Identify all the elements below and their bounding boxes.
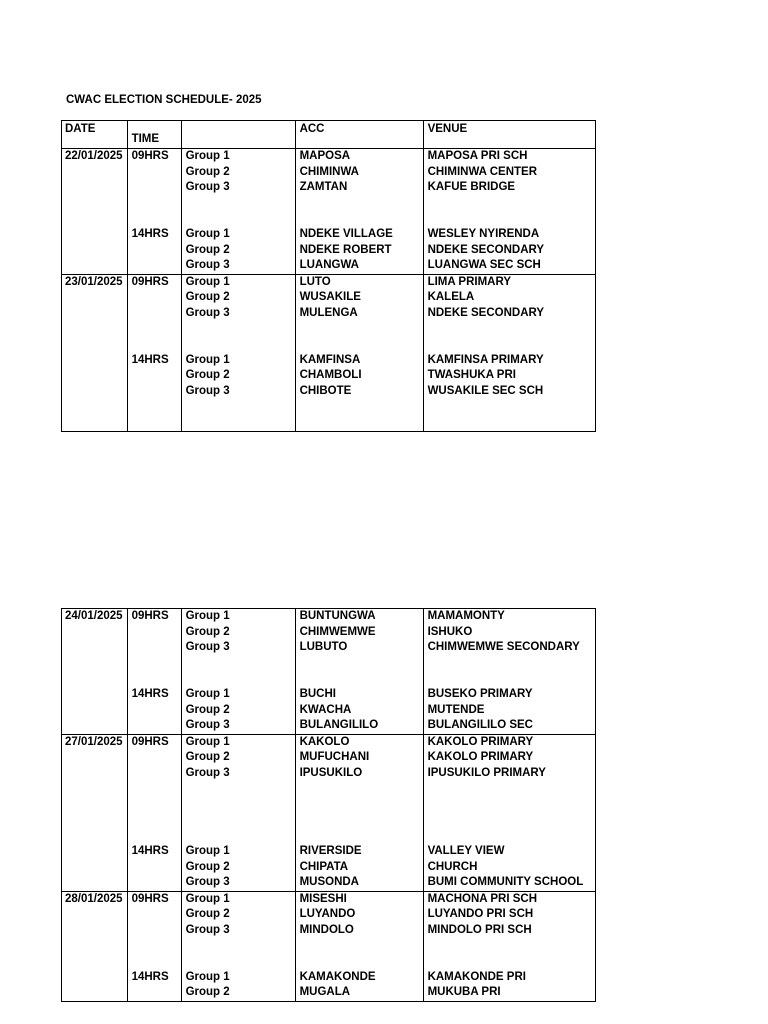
spacer	[132, 797, 177, 813]
venue-cell	[423, 609, 595, 735]
spacer	[428, 782, 591, 798]
venue-cell	[423, 149, 595, 275]
spacer	[186, 782, 291, 798]
spacer	[132, 875, 177, 891]
date-cell	[62, 734, 128, 891]
spacer	[428, 322, 591, 338]
spacer	[132, 813, 177, 829]
spacer	[300, 322, 419, 338]
spacer	[132, 656, 177, 672]
venue-name: MUKUBA PRI	[427, 986, 501, 999]
spacer	[300, 671, 419, 687]
acc-name: NDEKE VILLAGE	[299, 227, 393, 240]
acc-name: NDEKE ROBERT	[299, 243, 392, 256]
spacer	[300, 196, 419, 212]
session-time: 14HRS	[131, 227, 169, 240]
spacer	[132, 954, 177, 970]
group-cell	[181, 149, 295, 275]
spacer	[132, 196, 177, 212]
spacer	[65, 766, 123, 782]
spacer	[132, 923, 177, 939]
spacer	[428, 671, 591, 687]
venue-name: CHIMWEMWE SECONDARY	[427, 641, 580, 654]
spacer	[428, 415, 591, 431]
spacer	[300, 211, 419, 227]
venue-name: WESLEY NYIRENDA	[427, 227, 540, 240]
acc-cell	[295, 891, 423, 1001]
acc-name: BUNTUNGWA	[299, 610, 376, 622]
spacer	[132, 782, 177, 798]
session-time: 09HRS	[131, 610, 169, 622]
spacer	[132, 165, 177, 181]
venue-name: NDEKE SECONDARY	[427, 243, 545, 256]
spacer	[65, 306, 123, 322]
acc-name: MUFUCHANI	[299, 751, 370, 764]
spacer	[186, 938, 291, 954]
venue-name: KAFUE BRIDGE	[427, 181, 516, 194]
acc-name: KAMFINSA	[299, 353, 361, 366]
spacer	[186, 211, 291, 227]
spacer	[186, 671, 291, 687]
spacer	[132, 384, 177, 400]
day-row	[62, 891, 596, 1001]
group-label: Group 2	[185, 703, 230, 716]
time-cell	[127, 609, 181, 735]
venue-name: MACHONA PRI SCH	[427, 892, 538, 905]
venue-name: BUMI COMMUNITY SCHOOL	[427, 876, 584, 889]
venue-name: BUSEKO PRIMARY	[427, 687, 533, 700]
group-label: Group 2	[185, 860, 230, 873]
spacer	[132, 368, 177, 384]
document-title: CWAC ELECTION SCHEDULE- 2025	[66, 94, 262, 106]
venue-name: NDEKE SECONDARY	[427, 306, 545, 319]
spacer	[132, 322, 177, 338]
spacer	[186, 828, 291, 844]
acc-name: CHAMBOLI	[299, 369, 362, 382]
spacer	[132, 766, 177, 782]
group-cell	[181, 274, 295, 431]
date-cell	[62, 609, 128, 735]
acc-name: LUANGWA	[299, 259, 359, 272]
spacer	[132, 258, 177, 274]
spacer	[428, 211, 591, 227]
group-label: Group 3	[185, 641, 230, 654]
acc-name: MULENGA	[299, 306, 358, 319]
acc-name: CHIMWEMWE	[299, 625, 376, 638]
venue-name: KAKOLO PRIMARY	[427, 751, 534, 764]
session-time: 14HRS	[131, 353, 169, 366]
schedule-date: 24/01/2025	[65, 610, 123, 622]
acc-name: CHIBOTE	[299, 384, 352, 397]
day-row	[62, 149, 596, 275]
spacer	[65, 923, 123, 939]
spacer	[132, 718, 177, 734]
acc-name: BUCHI	[299, 687, 336, 700]
spacer	[65, 625, 123, 641]
acc-name: ZAMTAN	[299, 181, 348, 194]
group-label: Group 2	[185, 751, 230, 764]
group-label: Group 1	[185, 892, 230, 905]
spacer	[428, 813, 591, 829]
spacer	[65, 640, 123, 656]
spacer	[132, 290, 177, 306]
group-label: Group 3	[185, 876, 230, 889]
spacer	[65, 797, 123, 813]
spacer	[132, 337, 177, 353]
schedule-table-1	[61, 120, 596, 432]
date-cell	[62, 274, 128, 431]
spacer	[65, 750, 123, 766]
spacer	[428, 954, 591, 970]
group-label: Group 1	[185, 687, 230, 700]
spacer	[132, 907, 177, 923]
day-row	[62, 274, 596, 431]
spacer	[132, 211, 177, 227]
spacer	[428, 938, 591, 954]
acc-name: MAPOSA	[299, 150, 351, 162]
acc-name: BULANGILILO	[299, 719, 379, 732]
session-time: 09HRS	[131, 892, 169, 905]
group-label: Group 2	[185, 243, 230, 256]
header-time: TIME	[131, 133, 160, 145]
acc-name: IPUSUKILO	[299, 766, 363, 779]
session-time: 09HRS	[131, 735, 169, 748]
time-cell	[127, 149, 181, 275]
venue-cell	[423, 274, 595, 431]
spacer	[428, 797, 591, 813]
group-label: Group 1	[185, 275, 230, 288]
venue-name: KAMFINSA PRIMARY	[427, 353, 544, 366]
acc-name: RIVERSIDE	[299, 844, 362, 857]
venue-name: LUYANDO PRI SCH	[427, 908, 534, 921]
group-label: Group 2	[185, 369, 230, 382]
session-time: 14HRS	[131, 970, 169, 983]
spacer	[300, 337, 419, 353]
spacer	[186, 813, 291, 829]
acc-name: MINDOLO	[299, 923, 354, 936]
spacer	[132, 243, 177, 259]
acc-cell	[295, 149, 423, 275]
spacer	[186, 656, 291, 672]
header-date: DATE	[65, 123, 96, 135]
venue-name: TWASHUKA PRI	[427, 369, 516, 382]
venue-cell	[423, 891, 595, 1001]
venue-name: KAKOLO PRIMARY	[427, 735, 534, 748]
spacer	[300, 813, 419, 829]
group-label: Group 2	[185, 165, 230, 178]
venue-name: MAPOSA PRI SCH	[427, 150, 528, 162]
acc-name: MUGALA	[299, 986, 351, 999]
spacer	[300, 656, 419, 672]
group-label: Group 2	[185, 986, 230, 999]
spacer	[186, 196, 291, 212]
header-acc: ACC	[299, 123, 325, 135]
spacer	[65, 782, 123, 798]
date-cell	[62, 149, 128, 275]
acc-name: KWACHA	[299, 703, 352, 716]
acc-name: LUBUTO	[299, 641, 348, 654]
schedule-date: 22/01/2025	[65, 150, 123, 162]
spacer	[132, 180, 177, 196]
group-label: Group 1	[185, 227, 230, 240]
venue-name: MUTENDE	[427, 703, 485, 716]
venue-name: MINDOLO PRI SCH	[427, 923, 532, 936]
venue-name: KAMAKONDE PRI	[427, 970, 526, 983]
session-time: 14HRS	[131, 687, 169, 700]
date-cell	[62, 891, 128, 1001]
acc-name: KAKOLO	[299, 735, 350, 748]
spacer	[428, 656, 591, 672]
spacer	[65, 907, 123, 923]
venue-name: ISHUKO	[427, 625, 473, 638]
venue-name: IPUSUKILO PRIMARY	[427, 766, 546, 779]
group-label: Group 3	[185, 923, 230, 936]
spacer	[65, 165, 123, 181]
acc-name: LUYANDO	[299, 908, 356, 921]
spacer	[65, 180, 123, 196]
schedule-table-2	[61, 608, 596, 1002]
acc-cell	[295, 609, 423, 735]
venue-name: MAMAMONTY	[427, 610, 505, 622]
group-label: Group 3	[185, 306, 230, 319]
acc-name: KAMAKONDE	[299, 970, 376, 983]
spacer	[300, 828, 419, 844]
header-venue: VENUE	[427, 123, 468, 135]
acc-name: CHIMINWA	[299, 165, 359, 178]
schedule-date: 28/01/2025	[65, 892, 123, 905]
spacer	[132, 860, 177, 876]
group-label: Group 3	[185, 384, 230, 397]
day-row	[62, 734, 596, 891]
venue-name: WUSAKILE SEC SCH	[427, 384, 544, 397]
group-label: Group 1	[185, 150, 230, 162]
acc-name: LUTO	[299, 275, 331, 288]
venue-name: LUANGWA SEC SCH	[427, 259, 541, 272]
group-label: Group 3	[185, 719, 230, 732]
group-label: Group 2	[185, 625, 230, 638]
group-label: Group 3	[185, 181, 230, 194]
header-row	[62, 121, 596, 149]
time-cell	[127, 734, 181, 891]
group-label: Group 1	[185, 735, 230, 748]
day-row	[62, 609, 596, 735]
venue-cell	[423, 734, 595, 891]
spacer	[428, 400, 591, 416]
spacer	[132, 625, 177, 641]
group-cell	[181, 734, 295, 891]
venue-name: CHIMINWA CENTER	[427, 165, 538, 178]
group-label: Group 1	[185, 970, 230, 983]
group-cell	[181, 891, 295, 1001]
group-label: Group 3	[185, 766, 230, 779]
session-time: 09HRS	[131, 275, 169, 288]
spacer	[132, 640, 177, 656]
spacer	[132, 306, 177, 322]
venue-name: CHURCH	[427, 860, 478, 873]
time-cell	[127, 891, 181, 1001]
spacer	[300, 954, 419, 970]
schedule-date: 23/01/2025	[65, 275, 123, 288]
group-label: Group 1	[185, 610, 230, 622]
acc-name: CHIPATA	[299, 860, 349, 873]
venue-name: BULANGILILO SEC	[427, 719, 533, 732]
spacer	[65, 290, 123, 306]
spacer	[428, 196, 591, 212]
venue-name: VALLEY VIEW	[427, 844, 505, 857]
spacer	[186, 337, 291, 353]
spacer	[300, 797, 419, 813]
spacer	[132, 703, 177, 719]
group-label: Group 1	[185, 353, 230, 366]
spacer	[186, 797, 291, 813]
group-label: Group 2	[185, 291, 230, 304]
venue-name: LIMA PRIMARY	[427, 275, 512, 288]
time-cell	[127, 274, 181, 431]
schedule-date: 27/01/2025	[65, 735, 123, 748]
group-label: Group 3	[185, 259, 230, 272]
spacer	[132, 671, 177, 687]
acc-name: MUSONDA	[299, 876, 359, 889]
acc-cell	[295, 274, 423, 431]
group-cell	[181, 609, 295, 735]
group-label: Group 2	[185, 908, 230, 921]
spacer	[186, 954, 291, 970]
acc-cell	[295, 734, 423, 891]
spacer	[428, 337, 591, 353]
spacer	[132, 828, 177, 844]
spacer	[428, 828, 591, 844]
spacer	[300, 782, 419, 798]
group-label: Group 1	[185, 844, 230, 857]
acc-name: MISESHI	[299, 892, 347, 905]
acc-name: WUSAKILE	[299, 291, 361, 304]
spacer	[132, 750, 177, 766]
spacer	[132, 985, 177, 1001]
venue-name: KALELA	[427, 291, 475, 304]
spacer	[300, 938, 419, 954]
spacer	[132, 938, 177, 954]
session-time: 14HRS	[131, 844, 169, 857]
spacer	[186, 322, 291, 338]
session-time: 09HRS	[131, 150, 169, 162]
